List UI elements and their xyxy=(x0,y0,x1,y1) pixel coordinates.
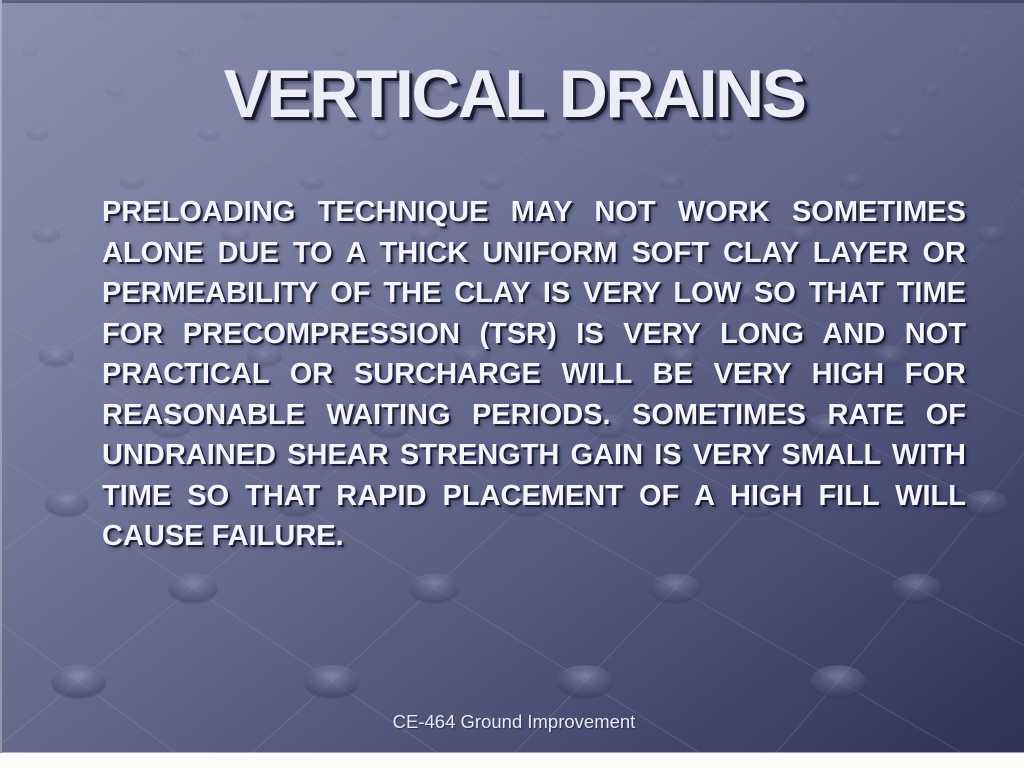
body-line: UNDRAINED SHEAR STRENGTH GAIN IS VERY SMALL WITH xyxy=(102,439,966,471)
body-line: REASONABLE WAITING PERIODS. SOMETIMES RATE OF xyxy=(102,398,966,431)
body-paragraph xyxy=(102,192,966,557)
body-line: PRACTICAL OR SURCHARGE WILL BE VERY HIGH FOR xyxy=(102,358,966,390)
body-line: PRELOADING TECHNIQUE MAY NOT WORK SOMETIMES xyxy=(102,196,966,228)
body-line: TIME SO THAT RAPID PLACEMENT OF A HIGH FILL WILL xyxy=(102,479,966,512)
body-line: PERMEABILITY OF THE CLAY IS VERY LOW SO THAT TIME xyxy=(102,277,966,309)
body-line: CAUSE FAILURE. xyxy=(102,520,344,552)
footer-text: CE-464 Ground Improvement xyxy=(392,711,636,732)
body-line: ALONE DUE TO A THICK UNIFORM SOFT CLAY LAYER OR xyxy=(102,236,966,269)
body-line: FOR PRECOMPRESSION (TSR) IS VERY LONG AND NOT xyxy=(102,317,966,350)
slide-title: VERTICAL DRAINS xyxy=(223,56,805,132)
